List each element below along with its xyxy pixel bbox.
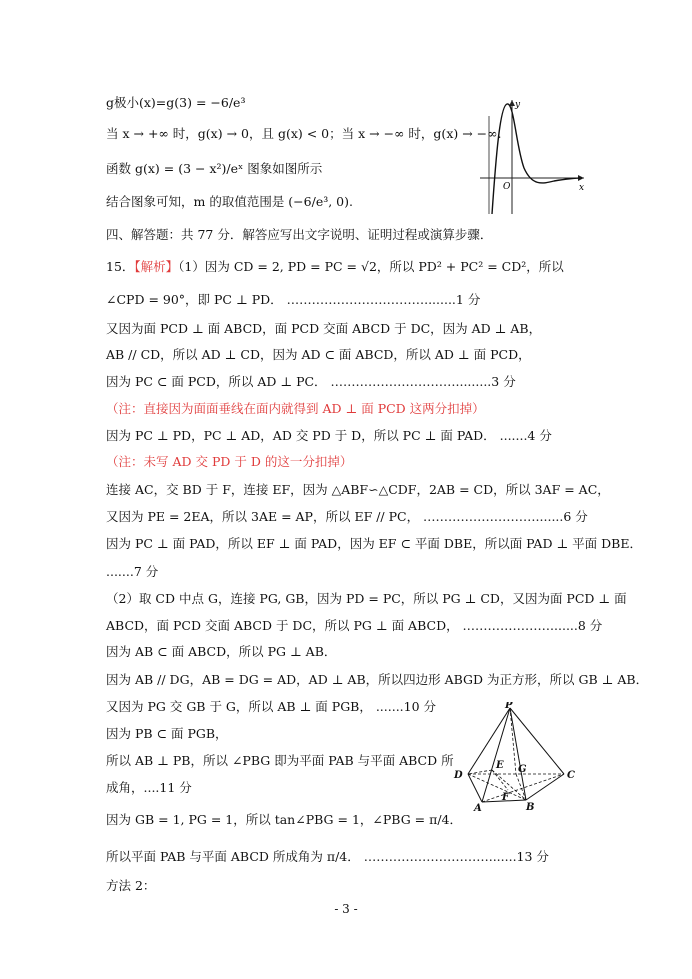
edge-DA [468,774,482,802]
pyramid-figure [452,702,582,812]
text-line: 函数 g(x) = (3 − x²)/eˣ 图象如图所示 [106,161,323,176]
text-line: AB // CD，所以 AD ⊥ CD，因为 AD ⊂ 面 ABCD，所以 AD ⊥ 面 PCD， [106,347,531,362]
text-line: 连接 AC，交 BD 于 F，连接 EF，因为 △ABF∽△CDF，2AB = CD，所以 3AF = AC， [106,482,610,497]
text-line: 方法 2： [106,878,156,893]
edge-GB [516,774,526,800]
origin-label: O [503,182,511,192]
text-line: 因为 PC ⊥ PD，PC ⊥ AD，AD 交 PD 于 D，所以 PC ⊥ 面 PAD． .......4 分 [106,428,552,443]
text-segment: （1）因为 CD = 2, PD = PC = √2，所以 PD² + PC² = CD²，所以 [178,259,564,274]
vertex-label-P: P [505,702,513,711]
edge-PD [468,708,510,774]
text-line: 所以平面 PAB 与平面 ABCD 所成角为 π/4． ………………………….......13 分 [106,849,549,864]
vertex-label-C: C [567,770,575,781]
problem-15-line [106,258,564,276]
text-line: 因为 GB = 1, PG = 1，所以 tan∠PBG = 1，∠PBG = π/4． [106,812,462,827]
text-line: 当 x → +∞ 时，g(x) → 0，且 g(x) < 0；当 x → −∞ 时，g(x) → −∞. [106,126,502,141]
y-axis-label: y [515,100,521,110]
edge-ED [468,770,492,774]
edge-DB [468,774,526,800]
point-label-E: E [496,760,504,771]
text-line: 因为 PC ⊥ 面 PAD，所以 EF ⊥ 面 PAD，因为 EF ⊂ 平面 DBE，所以面 PAD ⊥ 平面 DBE． [106,536,642,551]
point-label-F: F [502,792,510,803]
text-line: 因为 AB ⊂ 面 ABCD，所以 PG ⊥ AB． [106,644,337,659]
text-line: .......7 分 [106,564,159,579]
problem-number: 15． [106,259,135,274]
text-line: 因为 PB ⊂ 面 PGB， [106,726,228,741]
function-curve [492,104,585,214]
edge-PA [482,708,510,802]
grading-note: （注：未写 AD 交 PD 于 D 的这一分扣掉） [106,454,353,469]
text-line: 因为 AB // DG，AB = DG = AD，AD ⊥ AB，所以四边形 ABGD 为正方形，所以 GB ⊥ AB． [106,672,649,687]
grading-note: （注：直接因为面面垂线在面内就得到 AD ⊥ 面 PCD 这两分扣掉） [106,401,485,416]
edge-EF [492,770,508,790]
page-number: - 3 - [334,902,358,916]
analysis-tag: 【解析】 [134,259,179,274]
function-graph [478,96,588,216]
text-line: 又因为面 PCD ⊥ 面 ABCD，面 PCD 交面 ABCD 于 DC，因为 AD ⊥ AB， [106,321,542,336]
text-line: 又因为 PE = 2EA，所以 3AE = AP，所以 EF // PC， ……………………….......6 分 [106,509,588,524]
text-line: （2）取 CD 中点 G，连接 PG, GB，因为 PD = PC，所以 PG ⊥ CD，又因为面 PCD ⊥ 面 [106,591,627,606]
point-label-G: G [518,764,527,775]
text-line: 所以 AB ⊥ PB，所以 ∠PBG 即为平面 PAB 与平面 ABCD 所 [106,753,454,768]
text-line: 结合图象可知，m 的取值范围是 (−6/e³, 0). [106,194,353,209]
vertex-label-B: B [526,802,535,812]
text-line: 因为 PC ⊂ 面 PCD，所以 AD ⊥ PC． ………………………….........3 分 [106,374,516,389]
edge-PB [510,708,526,800]
edge-BC [526,774,564,800]
text-line: g极小(x)=g(3) = −6/e³ [106,95,246,110]
text-line: ABCD，面 PCD 交面 ABCD 于 DC，所以 PG ⊥ 面 ABCD， ………………….......8 分 [106,618,603,633]
text-line: ∠CPD = 90°，即 PC ⊥ PD． ……………………………........1 分 [106,292,481,307]
x-axis-label: x [579,183,585,193]
vertex-label-A: A [474,803,482,812]
text-line: 成角，....11 分 [106,780,192,795]
vertex-label-D: D [454,770,463,781]
section-heading: 四、解答题：共 77 分．解答应写出文字说明、证明过程或演算步骤． [106,227,493,242]
text-line: 又因为 PG 交 GB 于 G，所以 AB ⊥ 面 PGB， .......10 分 [106,699,437,714]
edge-PG [510,708,516,774]
